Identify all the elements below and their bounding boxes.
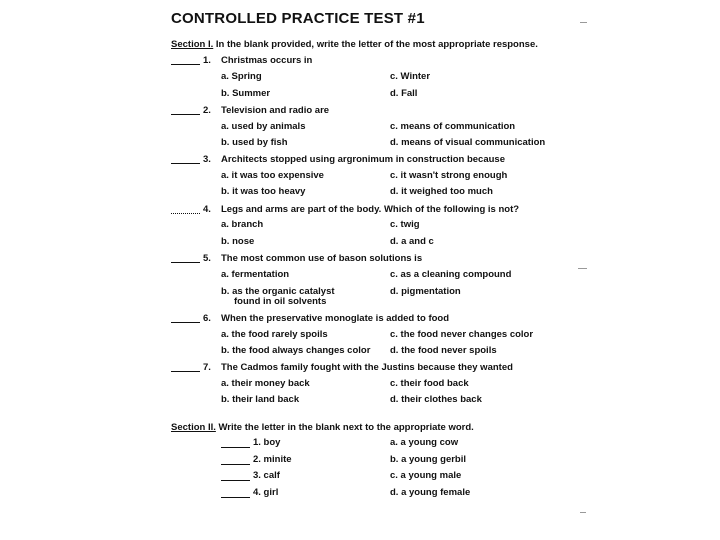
match-word-4: 4. girl <box>253 487 279 498</box>
match-word-3: 3. calf <box>253 470 280 481</box>
match-word-2: 2. minite <box>253 454 292 465</box>
q2-option-c: c. means of communication <box>390 121 516 132</box>
match-def-d: d. a young female <box>390 487 471 498</box>
section-2-header <box>171 422 474 433</box>
match-blank-4[interactable] <box>221 497 250 498</box>
q4-option-a: a. branch <box>221 219 264 230</box>
scan-mark-bottom <box>580 512 586 513</box>
section-1-label: Section I. <box>171 39 214 50</box>
q5-option-d: d. pigmentation <box>390 286 461 297</box>
question-4-number: 4. <box>203 204 211 215</box>
q1-option-a: a. Spring <box>221 71 262 82</box>
question-6-text: When the preservative monoglate is added to food <box>221 313 450 324</box>
q3-option-a: a. it was too expensive <box>221 170 324 181</box>
question-4-text: Legs and arms are part of the body. Which of the following is not? <box>221 204 520 215</box>
q3-option-b: b. it was too heavy <box>221 186 306 197</box>
q4-option-c: c. twig <box>390 219 420 230</box>
q6-option-b: b. the food always changes color <box>221 345 371 356</box>
q1-option-d: d. Fall <box>390 88 418 99</box>
answer-blank-7[interactable] <box>171 371 200 372</box>
section-1-header <box>171 39 538 50</box>
match-blank-2[interactable] <box>221 464 250 465</box>
answer-blank-2[interactable] <box>171 114 200 115</box>
q6-option-d: d. the food never spoils <box>390 345 497 356</box>
q2-option-d: d. means of visual communication <box>390 137 546 148</box>
q7-option-d: d. their clothes back <box>390 394 482 405</box>
question-7-text: The Cadmos family fought with the Justins because they wanted <box>221 362 513 373</box>
page-title: CONTROLLED PRACTICE TEST #1 <box>171 10 425 27</box>
match-blank-1[interactable] <box>221 447 250 448</box>
match-def-a: a. a young cow <box>390 437 459 448</box>
question-2-number: 2. <box>203 105 211 116</box>
q5-option-c: c. as a cleaning compound <box>390 269 512 280</box>
section-1-instruction: In the blank provided, write the letter of the most appropriate response. <box>215 39 538 50</box>
q5-option-b-continuation: found in oil solvents <box>234 296 327 307</box>
answer-blank-1[interactable] <box>171 64 200 65</box>
q2-option-a: a. used by animals <box>221 121 306 132</box>
answer-blank-5[interactable] <box>171 262 200 263</box>
section-2-label: Section II. <box>171 422 216 433</box>
question-1-text: Christmas occurs in <box>221 55 313 66</box>
section-2-instruction: Write the letter in the blank next to the appropriate word. <box>218 422 474 433</box>
question-7-number: 7. <box>203 362 211 373</box>
match-blank-3[interactable] <box>221 480 250 481</box>
scan-mark-top <box>580 22 587 23</box>
q7-option-a: a. their money back <box>221 378 310 389</box>
q3-option-c: c. it wasn't strong enough <box>390 170 508 181</box>
question-5-text: The most common use of bason solutions is <box>221 253 423 264</box>
q7-option-c: c. their food back <box>390 378 469 389</box>
q1-option-b: b. Summer <box>221 88 271 99</box>
q4-option-b: b. nose <box>221 236 255 247</box>
q5-option-b: b. as the organic catalyst <box>221 286 335 297</box>
q6-option-a: a. the food rarely spoils <box>221 329 328 340</box>
question-5-number: 5. <box>203 253 211 264</box>
answer-blank-3[interactable] <box>171 163 200 164</box>
question-3-number: 3. <box>203 154 211 165</box>
question-1-number: 1. <box>203 55 211 66</box>
q3-option-d: d. it weighed too much <box>390 186 493 197</box>
question-6-number: 6. <box>203 313 211 324</box>
q7-option-b: b. their land back <box>221 394 300 405</box>
q5-option-a: a. fermentation <box>221 269 290 280</box>
match-def-b: b. a young gerbil <box>390 454 467 465</box>
q2-option-b: b. used by fish <box>221 137 288 148</box>
answer-blank-4[interactable] <box>171 213 200 214</box>
question-3-text: Architects stopped using argronimum in construction because <box>221 154 505 165</box>
q4-option-d: d. a and c <box>390 236 434 247</box>
q1-option-c: c. Winter <box>390 71 431 82</box>
answer-blank-6[interactable] <box>171 322 200 323</box>
match-def-c: c. a young male <box>390 470 462 481</box>
match-word-1: 1. boy <box>253 437 281 448</box>
scan-mark-middle <box>578 268 587 269</box>
q6-option-c: c. the food never changes color <box>390 329 534 340</box>
question-2-text: Television and radio are <box>221 105 330 116</box>
